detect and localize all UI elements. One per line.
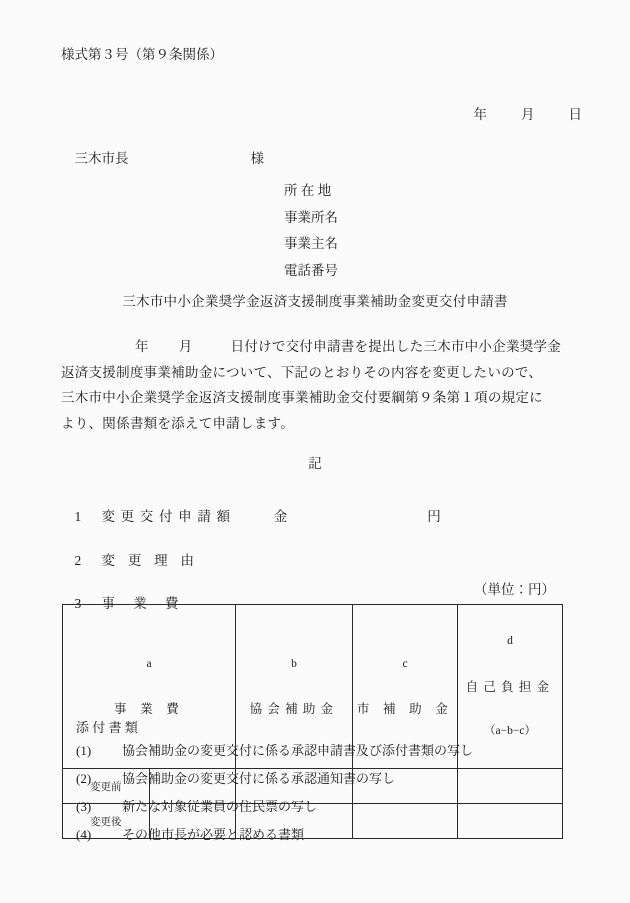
item-1-change-amount — [61, 496, 441, 537]
applicant-field-phone: 電話番号 — [284, 262, 338, 278]
item-1-amount-prefix: 金 — [273, 508, 288, 524]
item-2-label: 変更理由 — [101, 552, 207, 568]
addressee-name: 三木市長 — [74, 150, 129, 166]
date-year: 年 — [473, 106, 487, 122]
body-line-1 — [61, 340, 571, 354]
attachments-list — [76, 744, 556, 841]
body-month: 月 — [178, 339, 193, 354]
item-1-number: 1 — [74, 508, 82, 524]
table-header-c-letter: c — [402, 657, 408, 670]
document-title: 三木市中小企業奨学金返済支援制度事業補助金変更交付申請書 — [122, 294, 508, 309]
date-month: 月 — [521, 106, 535, 122]
list-item — [76, 828, 556, 841]
table-header-d-formula: （a−b−c） — [484, 725, 536, 738]
table-header-b-label: 協会補助金 — [249, 701, 339, 716]
body-line-3: 三木市中小企業奨学金返済支援制度事業補助金交付要綱第９条第１項の規定に — [61, 390, 543, 405]
addressee-honorific: 様 — [250, 150, 264, 166]
addressee-line — [61, 138, 264, 179]
attachment-4-number: (4) — [76, 827, 92, 842]
date-line — [460, 94, 582, 135]
table-header-d-label: 自己負担金 — [465, 679, 555, 694]
table-header-b-letter: b — [291, 657, 297, 670]
attachment-2-text: 協会補助金の変更交付に係る承認通知書の写し — [122, 771, 396, 786]
attachment-1-number: (1) — [76, 743, 92, 758]
attachment-3-text: 新たな対象従業員の住民票の写し — [122, 799, 318, 814]
date-day: 日 — [568, 106, 582, 122]
attachment-4-text: その他市長が必要と認める書類 — [122, 827, 305, 842]
item-1-amount-suffix: 円 — [427, 508, 441, 524]
body-line-1-rest: 日付けで交付申請書を提出した三木市中小企業奨学金 — [230, 339, 562, 354]
item-1-label: 変更交付申請額 — [101, 508, 236, 524]
list-item — [76, 800, 556, 813]
table-header-d-letter: d — [507, 635, 513, 648]
item-2-change-reason — [61, 540, 207, 581]
applicant-field-office-name: 事業所名 — [284, 209, 338, 225]
attachment-2-number: (2) — [76, 771, 92, 786]
list-item — [76, 772, 556, 785]
attachments-title: 添 付 書 類 — [76, 720, 138, 735]
table-header-c-label: 市 補 助 金 — [356, 701, 454, 716]
ki-mark: 記 — [308, 456, 322, 471]
item-3-unit-note: （単位：円） — [474, 582, 555, 597]
applicant-field-address: 所 在 地 — [284, 183, 332, 198]
body-line-4: より、関係書類を添えて申請します。 — [61, 415, 295, 431]
attachment-3-number: (3) — [76, 799, 92, 814]
table-header-a-label: 事 業 費 — [113, 701, 184, 716]
table-row-label-after: 変更後 — [63, 804, 150, 839]
body-line-2: 返済支援制度事業補助金について、下記のとおりその内容を変更したいので、 — [61, 364, 543, 380]
applicant-block — [284, 184, 338, 290]
applicant-field-owner-name: 事業主名 — [284, 236, 338, 251]
body-year: 年 — [135, 339, 149, 354]
table-row-label-before: 変更前 — [63, 769, 150, 804]
item-2-number: 2 — [74, 552, 82, 568]
item-3-label: 事業費 — [101, 595, 197, 611]
attachment-1-text: 協会補助金の変更交付に係る承認申請書及び添付書類の写し — [122, 743, 474, 758]
item-3-number: 3 — [74, 595, 82, 611]
list-item — [76, 744, 556, 757]
body-paragraph — [61, 340, 571, 430]
table-header-a-letter: a — [146, 657, 152, 670]
form-number: 様式第３号（第９条関係） — [61, 47, 223, 62]
